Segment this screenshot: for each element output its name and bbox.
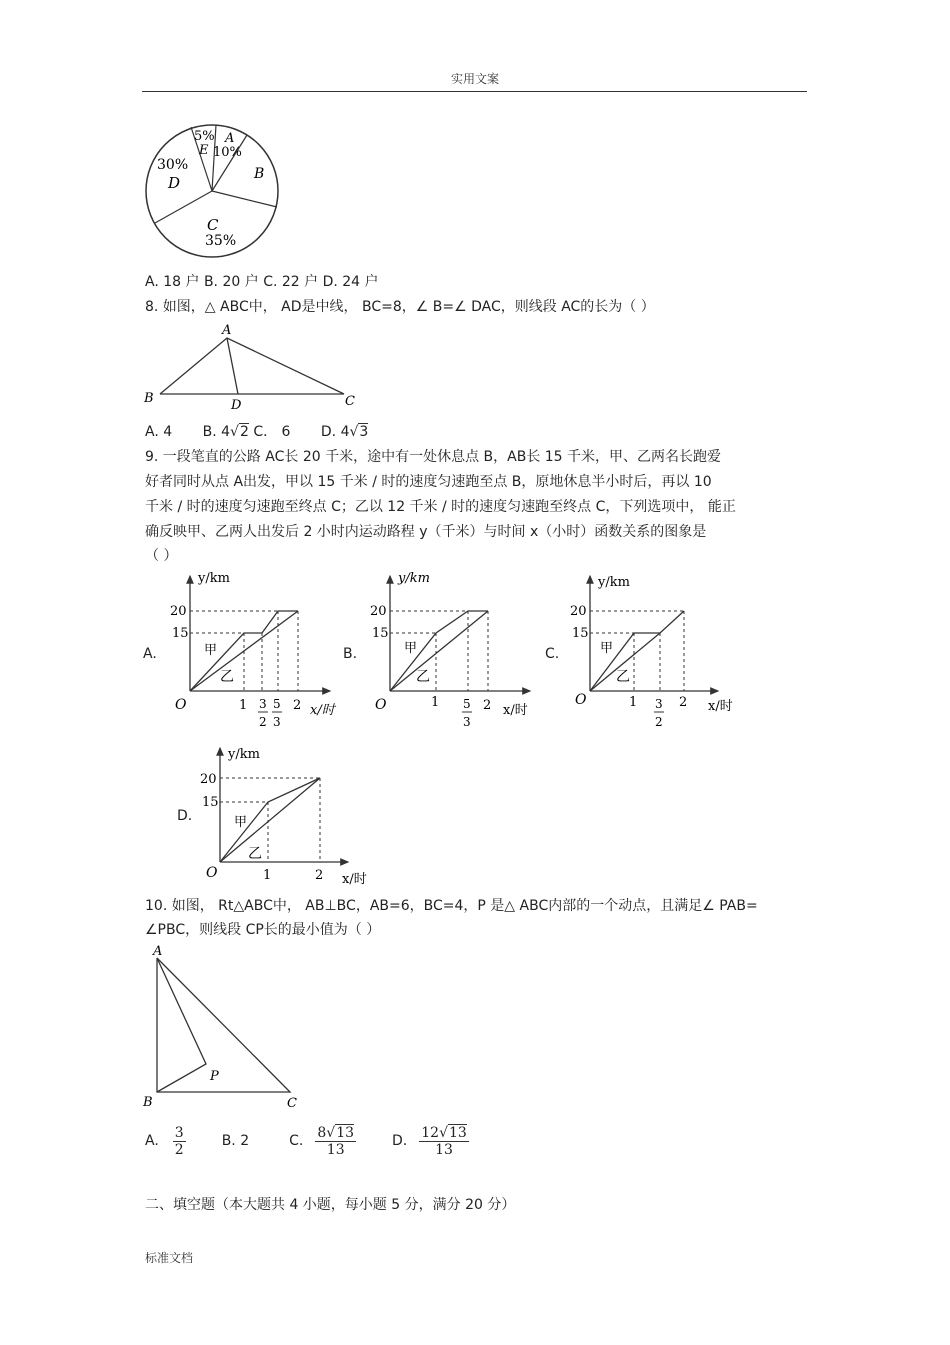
q10-option-d-value: $\frac{12√13}{13}$: [421, 1124, 467, 1158]
pie-label-a: A: [225, 131, 235, 146]
svg-text:20: 20: [200, 772, 217, 787]
svg-text:3: 3: [259, 697, 267, 711]
q10-line-1: 10. 如图， Rt△ABC中， AB⊥BC，AB=6，BC=4，P 是△ ABC内部的一个动点，且满足∠ PAB=: [145, 898, 758, 914]
q10-option-c-value: $\frac{8√13}{13}$: [317, 1124, 355, 1158]
svg-text:15: 15: [202, 795, 219, 810]
svg-text:15: 15: [372, 626, 389, 641]
q8-label-c: C: [345, 394, 355, 409]
q7-options: [145, 271, 379, 291]
svg-text:x/时: x/时: [503, 703, 528, 718]
q10-option-c-letter: C.: [289, 1133, 304, 1149]
svg-text:3: 3: [273, 715, 281, 729]
pie-label-c: C: [207, 216, 219, 234]
svg-text:甲: 甲: [404, 641, 418, 656]
pie-label-b: B: [254, 166, 265, 182]
q10-option-a-value: $\frac{3}{2}$: [174, 1124, 184, 1158]
svg-text:C: C: [287, 1096, 297, 1111]
svg-text:y/km: y/km: [198, 571, 230, 586]
pie-label-e: E: [199, 143, 209, 158]
svg-text:2: 2: [315, 868, 324, 883]
q9-line-5: （ ）: [145, 548, 178, 564]
q8-label-d: D: [231, 398, 242, 413]
svg-text:甲: 甲: [600, 641, 614, 656]
pie-label-a-pct: 10%: [213, 145, 242, 160]
page-footer: 标准文档: [145, 1251, 194, 1265]
svg-text:乙: 乙: [220, 669, 234, 685]
q9-line-4: 确反映甲、乙两人出发后 2 小时内运动路程 y（千米）与时间 x（小时）函数关系的图象是: [145, 524, 707, 540]
svg-text:2: 2: [293, 698, 302, 713]
svg-text:1: 1: [629, 695, 638, 710]
q8-stem: 8. 如图，△ ABC中， AD是中线， BC=8，∠ B=∠ DAC，则线段 AC的长为（ ）: [145, 299, 655, 315]
svg-text:乙: 乙: [616, 669, 630, 685]
q10-triangle-figure: [140, 940, 310, 1112]
svg-text:y/km: y/km: [598, 575, 630, 590]
q9-option-a-letter: A.: [143, 646, 157, 662]
q9-graph-a: [170, 566, 345, 736]
q8-option-c: C． 6: [253, 424, 291, 440]
svg-text:1: 1: [431, 695, 440, 710]
q9-graph-c: [570, 566, 745, 736]
q9-option-c-letter: C.: [545, 646, 560, 662]
svg-text:20: 20: [570, 604, 587, 619]
svg-text:2: 2: [483, 698, 492, 713]
q10-options: [145, 1118, 469, 1164]
svg-text:20: 20: [170, 604, 187, 619]
svg-text:B: B: [143, 1095, 153, 1110]
svg-text:5: 5: [273, 697, 281, 711]
q9-line-1: 9. 一段笔直的公路 AC长 20 千米，途中有一处休息点 B，AB长 15 千米，甲、乙两名长跑爱: [145, 449, 722, 465]
svg-text:20: 20: [370, 604, 387, 619]
page-header: 实用文案: [450, 72, 499, 86]
q7-option-a: A. 18 户: [145, 274, 200, 290]
q9-option-d-letter: D.: [177, 808, 193, 824]
q8-label-b: B: [144, 391, 154, 406]
svg-text:P: P: [210, 1069, 219, 1084]
svg-text:1: 1: [239, 698, 248, 713]
q7-option-c: C. 22 户: [263, 274, 319, 290]
q9-line-2: 好者同时从点 A出发，甲以 15 千米 / 时的速度匀速跑至点 B，原地休息半小时后，再以 10: [145, 474, 712, 490]
q9-graph-b: [370, 566, 545, 736]
svg-text:乙: 乙: [248, 846, 262, 862]
svg-text:2: 2: [259, 715, 267, 729]
q7-option-b: B. 20 户: [203, 274, 259, 290]
svg-text:1: 1: [263, 868, 272, 883]
q8-option-b: B. 4√2: [202, 424, 249, 440]
header-rule: [142, 91, 807, 92]
svg-text:甲: 甲: [204, 643, 218, 658]
svg-text:2: 2: [655, 715, 663, 729]
q8-option-a: A. 4: [145, 424, 173, 440]
svg-text:5: 5: [463, 697, 471, 711]
svg-text:y/km: y/km: [398, 571, 430, 586]
svg-text:x/时: x/时: [708, 699, 733, 714]
q7-option-d: D. 24 户: [322, 274, 379, 290]
svg-text:O: O: [575, 692, 587, 708]
q10-option-b: B. 2: [221, 1133, 250, 1149]
pie-label-d-pct: 30%: [157, 157, 189, 173]
q10-line-2: ∠PBC，则线段 CP长的最小值为（ ）: [145, 922, 381, 938]
pie-figure: [143, 122, 283, 262]
svg-text:15: 15: [572, 626, 589, 641]
pie-label-e-pct: 5%: [194, 129, 215, 144]
svg-text:y/km: y/km: [228, 747, 260, 762]
q8-triangle-figure: [142, 318, 362, 413]
q9-graph-d: [198, 740, 378, 885]
q8-option-d: D. 4√3: [320, 424, 369, 440]
q8-label-a: A: [222, 323, 232, 338]
q10-option-d-letter: D.: [392, 1133, 408, 1149]
section-2-title: 二、填空题（本大题共 4 小题，每小题 5 分，满分 20 分）: [145, 1197, 516, 1213]
q8-options: [145, 421, 368, 441]
svg-text:O: O: [175, 697, 187, 713]
svg-text:x/时: x/时: [310, 703, 335, 718]
svg-text:3: 3: [655, 697, 663, 711]
svg-text:甲: 甲: [234, 815, 248, 830]
svg-text:乙: 乙: [416, 669, 430, 685]
q10-option-a-letter: A.: [145, 1133, 159, 1149]
pie-label-d: D: [168, 174, 181, 192]
svg-text:2: 2: [679, 695, 688, 710]
q9-line-3: 千米 / 时的速度匀速跑至终点 C；乙以 12 千米 / 时的速度匀速跑至终点 C，下列选项中， 能正: [145, 499, 736, 515]
svg-text:x/时: x/时: [342, 872, 367, 885]
svg-text:3: 3: [463, 715, 471, 729]
svg-text:O: O: [206, 865, 218, 881]
q9-option-b-letter: B.: [343, 646, 358, 662]
svg-text:O: O: [375, 697, 387, 713]
svg-text:A: A: [153, 944, 163, 959]
svg-text:15: 15: [172, 626, 189, 641]
pie-label-c-pct: 35%: [205, 233, 237, 249]
